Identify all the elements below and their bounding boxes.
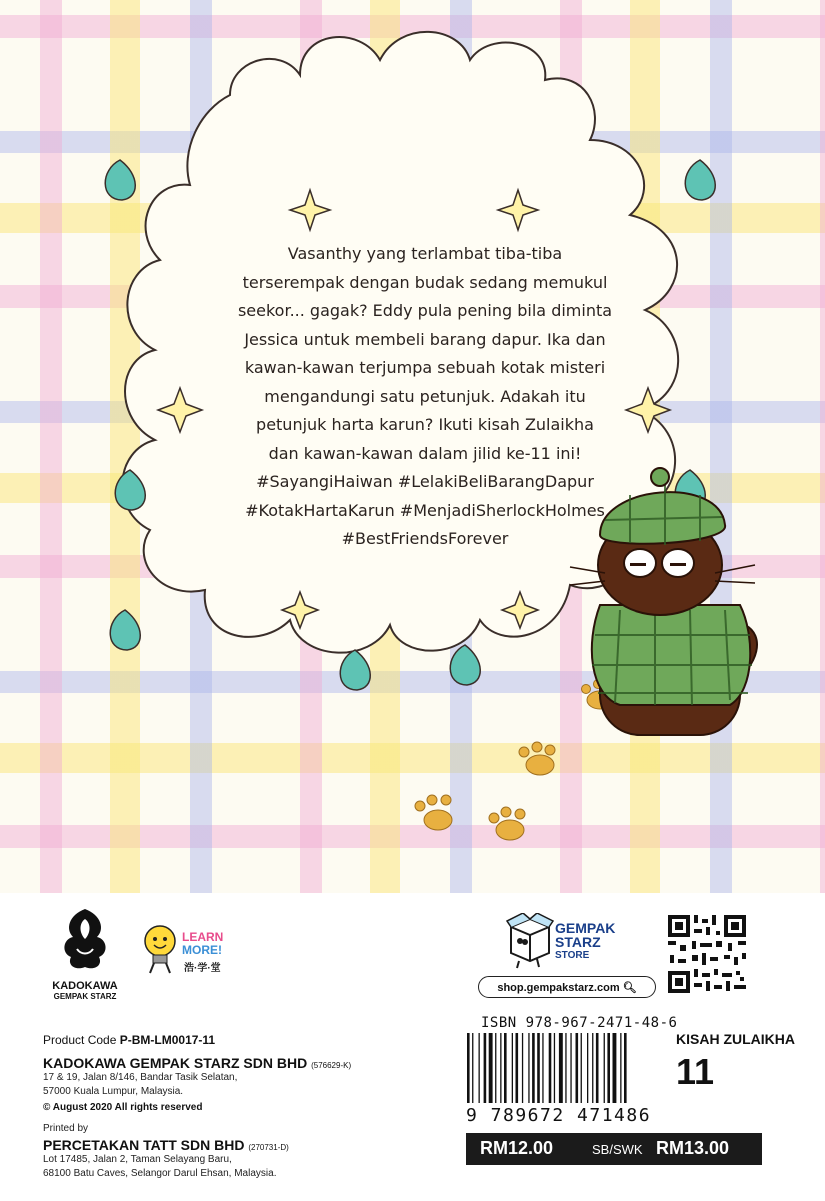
learn-text: LEARN (182, 930, 224, 944)
barcode-bar (592, 1033, 593, 1103)
synopsis-line: seekor... gagak? Eddy pula pening bila diminta (237, 301, 613, 320)
printer-address-line: 68100 Batu Caves, Selangor Darul Ehsan, Malaysia. (43, 1168, 277, 1179)
barcode-bar (554, 1033, 555, 1103)
barcode-bar (537, 1033, 540, 1103)
kadokawa-name: KADOKAWA (52, 980, 118, 992)
barcode-bar (512, 1033, 513, 1103)
price-rm: RM12.00 (480, 1138, 554, 1158)
more-text: MORE! (182, 943, 222, 957)
price-box (466, 1133, 762, 1165)
publisher-name-text: KADOKAWA GEMPAK STARZ SDN BHD (43, 1055, 308, 1071)
barcode-bar (549, 1033, 552, 1103)
kadokawa-sub: GEMPAK STARZ (53, 992, 117, 1001)
price-sbswk-label: SB/SWK (592, 1142, 643, 1157)
synopsis-line: mengandungi satu petunjuk. Adakah itu (264, 386, 586, 406)
barcode-bar (516, 1033, 519, 1103)
synopsis-line: kawan-kawan terjumpa sebuah kotak misteri (244, 358, 606, 377)
synopsis-line: dan kawan-kawan dalam jilid ke-11 ini! (268, 443, 582, 463)
publisher-address-line: 17 & 19, Jalan 8/146, Bandar Tasik Selatan, (43, 1072, 238, 1083)
isbn-label: ISBN 978-967-2471-48-6 (481, 1015, 678, 1031)
barcode-bar (587, 1033, 588, 1103)
barcode-bar (467, 1033, 470, 1103)
series-title: KISAH ZULAIKHA (676, 1031, 795, 1047)
publisher-name (43, 1055, 351, 1071)
printed-by-label: Printed by (43, 1123, 89, 1134)
barcode-bar (495, 1033, 496, 1103)
printer-name (43, 1137, 289, 1153)
store-name-2: STARZ (555, 934, 601, 950)
detective-cat-illustration (560, 455, 770, 755)
synopsis-line: Jessica untuk membeli barang dapur. Ika dan (244, 329, 606, 349)
printer-reg: (270731-D) (248, 1143, 289, 1152)
qr-code-icon[interactable] (666, 913, 748, 995)
isbn-digits: 9 789672 471486 (466, 1105, 652, 1126)
synopsis-line: Vasanthy yang terlambat tiba-tiba (287, 244, 563, 263)
search-icon: 🔍︎ (622, 982, 637, 994)
printer-address (43, 1153, 276, 1181)
barcode-bar (604, 1033, 605, 1103)
barcode-bar (484, 1033, 487, 1103)
printer-address-line: Lot 17485, Jalan 2, Taman Selayang Baru, (43, 1154, 232, 1165)
price-sbswk: RM13.00 (656, 1138, 730, 1158)
store-name-3: STORE (555, 950, 590, 961)
barcode-bar (522, 1033, 523, 1103)
shop-url-badge[interactable] (478, 976, 656, 998)
barcode-bar (472, 1033, 473, 1103)
publisher-address (43, 1071, 237, 1099)
kadokawa-logo (40, 905, 130, 1001)
phoenix-icon (55, 905, 115, 973)
store-box-icon (505, 913, 555, 969)
synopsis-line: terserempak dengan budak sedang memukul (242, 272, 608, 292)
barcode-bar (576, 1033, 579, 1103)
publisher-reg: (576629-K) (311, 1061, 352, 1070)
product-code (43, 1033, 215, 1047)
barcode-icon (465, 1033, 665, 1105)
barcode-bar (528, 1033, 529, 1103)
synopsis-line: petunjuk harta karun? Ikuti kisah Zulaikha (256, 415, 594, 434)
copyright-notice: © August 2020 All rights reserved (43, 1102, 203, 1113)
hashtag-line: #SayangiHaiwan #LelakiBeliBarangDapur (256, 472, 594, 491)
barcode-bar (542, 1033, 543, 1103)
gempak-starz-store-logo (505, 913, 616, 974)
barcode-bar (489, 1033, 493, 1103)
barcode-bar (581, 1033, 582, 1103)
lightbulb-icon (140, 923, 184, 975)
back-cover-imprint (0, 893, 825, 1201)
learn-more-logo (140, 923, 224, 980)
barcode-bar (596, 1033, 599, 1103)
barcode-bar (620, 1033, 621, 1103)
barcode-bar (570, 1033, 571, 1103)
store-name-1: GEMPAK (555, 920, 616, 936)
barcode-bar (613, 1033, 617, 1103)
barcode-bar (559, 1033, 563, 1103)
shop-url-text: shop.gempakstarz.com (497, 982, 620, 994)
product-code-value: P-BM-LM0017-11 (119, 1033, 216, 1047)
barcode-bar (624, 1033, 627, 1103)
printer-name-text: PERCETAKAN TATT SDN BHD (43, 1137, 245, 1153)
barcode-bar (607, 1033, 610, 1103)
barcode-bar (479, 1033, 480, 1103)
barcode-bar (504, 1033, 507, 1103)
learn-chinese: 浩·学·堂 (184, 963, 221, 974)
barcode-bar (532, 1033, 535, 1103)
volume-number: 11 (676, 1051, 715, 1092)
publisher-address-line: 57000 Kuala Lumpur, Malaysia. (43, 1086, 184, 1097)
barcode-bar (565, 1033, 566, 1103)
product-code-label: Product Code (43, 1033, 117, 1047)
hashtag-line: #BestFriendsForever (341, 529, 509, 548)
hashtag-line: #KotakHartaKarun #MenjadiSherlockHolmes (245, 500, 605, 520)
barcode-bar (500, 1033, 501, 1103)
